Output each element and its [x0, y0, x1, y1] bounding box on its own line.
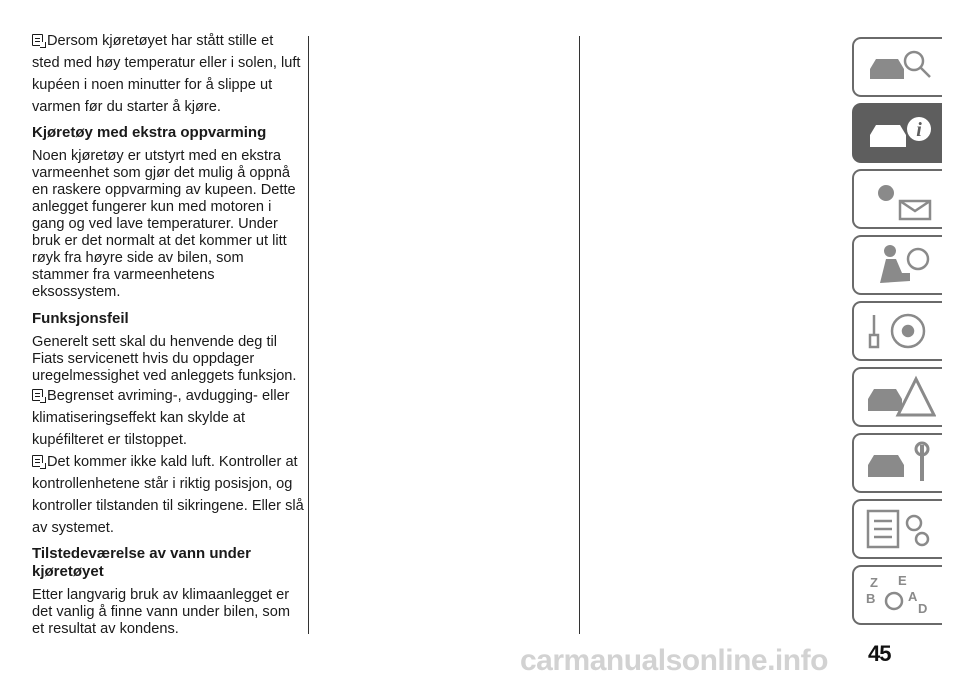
tab-safety[interactable] [852, 235, 942, 295]
heading-water-under-vehicle: Tilstedeværelse av vann under kjøretøyet [32, 545, 251, 580]
page-number: 45 [868, 641, 891, 666]
spec-list-gears-icon [864, 507, 936, 551]
svg-text:A: A [908, 589, 918, 604]
heading-malfunction: Funksjonsfeil [32, 310, 129, 327]
alphabetical-index-icon [864, 573, 936, 617]
column-divider [308, 36, 309, 634]
tab-index[interactable] [852, 565, 942, 625]
column-divider [579, 36, 580, 634]
car-warning-triangle-icon [864, 375, 936, 419]
car-wrench-icon [864, 441, 936, 485]
svg-text:Z: Z [870, 575, 878, 590]
svg-text:i: i [916, 119, 922, 141]
seat-airbag-icon [864, 243, 936, 287]
water-body: Etter langvarig bruk av klimaanlegget er det vanlig å finne vann under bilen, som et resultat av kondens. [32, 587, 290, 637]
note-text: Det kommer ikke kald luft. Kontroller at kontrollenhetene står i riktig posisjon, og kontroller tilstanden til sikringene. Eller slå av systemet. [32, 454, 304, 536]
svg-text:B: B [866, 591, 876, 606]
tab-starting-driving[interactable] [852, 301, 942, 361]
extra-heating-body: Noen kjøretøy er utstyrt med en ekstra varmeenhet som gjør det mulig å oppnå en raskere oppvarming av kupeen. Dette anlegget fungerer kun med motoren i gang og ved lave temperaturer. Under bruk er det normalt at det kommer ut litt røyk fra høyre side av bilen, som stammer fra varmeenhetens eksossystem. [32, 148, 296, 300]
note-icon [32, 455, 43, 467]
note-paragraph [32, 451, 304, 539]
tab-lights-messages[interactable] [852, 169, 942, 229]
note-text: Dersom kjøretøyet har stått stille et sted med høy temperatur eller i solen, luft kupéen i noen minutter for å slippe ut varmen før du starter å kjøre. [32, 33, 301, 115]
note-icon [32, 34, 43, 46]
note-text: Begrenset avriming-, avdugging- eller klimatiseringseffekt kan skylde at kupéfilteret er tilstoppet. [32, 388, 290, 448]
heading-extra-heating: Kjøretøy med ekstra oppvarming [32, 124, 267, 141]
note-paragraph [32, 30, 304, 118]
tab-emergency[interactable] [852, 367, 942, 427]
tab-car-info[interactable] [852, 103, 942, 163]
watermark: carmanualsonline.info [520, 644, 828, 677]
note-paragraph [32, 385, 304, 451]
car-search-icon [864, 45, 936, 89]
svg-text:E: E [898, 573, 907, 588]
svg-text:D: D [918, 601, 928, 616]
tab-maintenance[interactable] [852, 433, 942, 493]
note-icon [32, 389, 43, 401]
malfunction-body: Generelt sett skal du henvende deg til Fiats servicenett hvis du oppdager uregelmessighet ved anleggets funksjon. [32, 334, 297, 384]
tab-car-search[interactable] [852, 37, 942, 97]
light-message-icon [864, 177, 936, 221]
left-text-column [32, 30, 304, 638]
tab-technical-data[interactable] [852, 499, 942, 559]
key-steering-wheel-icon [864, 309, 936, 353]
car-info-icon [864, 111, 936, 155]
